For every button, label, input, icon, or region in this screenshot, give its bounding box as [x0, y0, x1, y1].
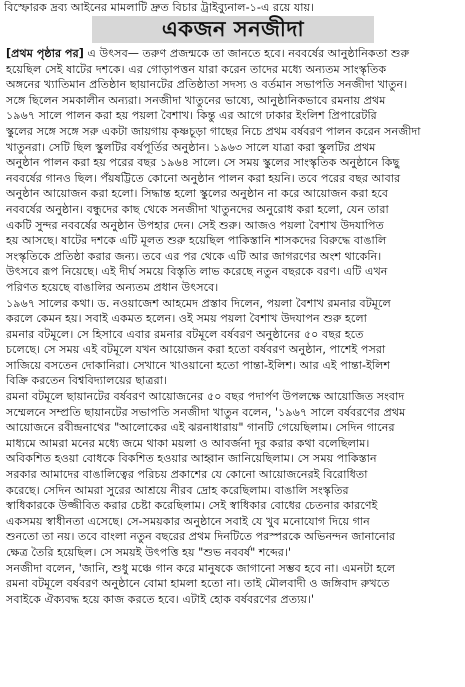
article-line: চলেছে। সে সময় এই বটমূলে যখন আয়োজন করা হতো বর্ষবরণ অনুষ্ঠান, পাশেই পসরা [6, 343, 386, 357]
article-line: নববর্ষের গানও ছিল। পঁয়ষট্টিতে কোনো অনুষ্ঠান পালন করা হয়নি। তবে পরের বছর আবার [6, 171, 401, 185]
article-line: সাজিয়ে বসতেন দোকানিরা। সেখানে খাওয়ানো হতো পান্তা-ইলিশ। আর এই পান্তা-ইলিশ [6, 358, 391, 372]
headline: একজন সনজীদা [161, 17, 305, 41]
article-line: বিক্রি করতেন বিশ্ববিদ্যালয়ের ছাত্ররা। [6, 374, 168, 388]
article-line: হয় আসছে। ষাটের দশকে এটি মূলত শুরু হয়েছিল পাকিস্তানি শাসকদের বিরুদ্ধে বাঙালি [6, 234, 387, 248]
article-line: ১৯৬৭ সালের কথা। ড. নওয়াজেশ আহমেদ প্রস্তাব দিলেন, পয়লা বৈশাখ রমনার বটমূলে [6, 296, 391, 310]
article-line: উৎসবে রূপ নিয়েছে। এই দীর্ঘ সময়ে বিস্তৃতি লাভ করেছে নতুন বছরকে বরণ। এটি এখন [6, 265, 388, 279]
article-line: অবিকশিত হওয়া বোধকে বিকশিত হওয়ার আহ্বান জানিয়েছিলাম। সে সময় পাকিস্তান [6, 452, 377, 466]
article-line: অঙ্গনের খ্যাতিমান প্রতিষ্ঠান ছায়ানটের প্রতিষ্ঠাতা সদস্য ও বর্তমান সভাপতি সনজীদা খাতুন। [6, 78, 408, 92]
article-line-text: এ উৎসব— তরুণ প্রজন্মকে তা জানতে হবে। নববর্ষের আনুষ্ঠানিকতা শুরু [87, 47, 410, 60]
article-line: করলে কেমন হয়। সবাই একমত হলেন। ওই সময় পয়লা বৈশাখ উদযাপন শুরু হলো [6, 312, 367, 326]
previous-article-tail: বিস্ফোরক দ্রব্য আইনের মামলাটি দ্রুত বিচার ট্রাইব্যুনাল-১-এ রয়ে যায়। [4, 1, 315, 14]
article-line: ক্ষেত্র তৈরি হয়েছিল। সে সময়ই উৎপত্তি হয় "শুভ নববর্ষ" শব্দের।' [6, 546, 292, 559]
article-body [6, 46, 460, 607]
article-line: করেছে। সেদিন আমরা সুরের আশ্রয়ে নীরব দ্রোহ করেছিলাম। বাঙালি সংস্কৃতির [6, 483, 349, 497]
headline-banner [92, 16, 374, 43]
article-line [6, 46, 460, 62]
article-line: সবাইকে ঐক্যবদ্ধ হয়ে কাজ করতে হবে। এটাই হোক বর্ষবরণের প্রত্যয়।' [6, 592, 315, 606]
article-line: নববর্ষের অনুষ্ঠান। বন্ধুদের কাছ থেকে সনজীদা খাতুনদের অনুরোধ করা হলো, যেন তারা [6, 202, 389, 216]
article-line: একটি সুন্দর নববর্ষের অনুষ্ঠান উপহার দেন। সেই শুরু। আজও পয়লা বৈশাখ উদযাপিত [6, 218, 384, 232]
article-line: অনুষ্ঠান আয়োজন করা হলো। সিদ্ধান্ত হলো স্কুলের অনুষ্ঠান না করে আয়োজন করা হবে [6, 187, 389, 201]
article-line: অনুষ্ঠান পালন করা হয় পরের বছর ১৯৬৪ সালে। সে সময় স্কুলের সাংস্কৃতিক অনুষ্ঠানে কিছু [6, 156, 400, 170]
article-line: হয়েছিল সেই ষাটের দশকে। এর গোড়াপত্তন যারা করেন তাদের মধ্যে অন্যতম সাংস্কৃতিক [6, 62, 387, 76]
article-line: সঙ্গে ছিলেন সমকালীন অন্যরা। সনজীদা খাতুনের ভাষ্যে, আনুষ্ঠানিকভাবে রমনায় প্রথম [6, 93, 386, 107]
article-line: ১৯৬৭ সালে পালন করা হয় পয়লা বৈশাখ। কিন্তু এর আগে ঢাকার ইংলিশ প্রিপারেটরি [6, 109, 377, 123]
article-line: আয়োজনে রবীন্দ্রনাথের "আলোকের এই ঝরনাধারায়" গানটি গেয়েছিলাম। সেদিন গানের [6, 421, 395, 435]
article-line: সনজীদা বলেন, 'জানি, শুধু মঞ্চে গান করে মানুষকে জাগানো সম্ভব হবে না। এমনটা হলে [6, 561, 396, 575]
article-line: সরকার আমাদের বাঙালিত্বের পরিচয় প্রকাশের যে কোনো আয়োজনেরই বিরোধিতা [6, 468, 368, 482]
article-line: সংস্কৃতিকে প্রতিষ্ঠা করার জন্য। তবে এর পর থেকে এটি আর জাগরণের অংশ থাকেনি। [6, 249, 382, 263]
article-line: রমনা বটমূলে ছায়ানটের বর্ষবরণ আয়োজনের ৫০ বছর পদার্পণ উপলক্ষে আয়োজিত সংবাদ [6, 390, 405, 404]
article-line: রমনা বটমূলে বর্ষবরণ অনুষ্ঠানে বোমা হামলা হতো না। তাই মৌলবাদী ও জঙ্গিবাদ রুখতে [6, 577, 390, 591]
article-line: শুনতো তা নয়। তবে বাংলা নতুন বছরের প্রথম দিনটিতে পরস্পরকে অভিনন্দন জানানোর [6, 530, 396, 544]
article-line: মাধ্যমে আমরা মনের মধ্যে জমে থাকা ময়লা ও আবর্জনা দূর করার কথা বলেছিলাম। [6, 436, 370, 450]
continuation-label: [প্রথম পৃষ্ঠার পর] [6, 47, 84, 60]
article-line: খাতুনরা। সেটি ছিল স্কুলটির বর্ষপূর্তির অনুষ্ঠান। ১৯৬৩ সালে যাত্রা করা স্কুলটির প্রথম [6, 140, 376, 154]
article-line: পরিণত হয়েছে বাঙালির অন্যতম প্রধান উৎসবে। [6, 280, 219, 294]
article-line: স্বাধিকারকে উজ্জীবিত করার চেষ্টা করেছিলাম। সেই স্বাধিকার বোধের চেতনার কারণেই [6, 499, 378, 513]
article-line: সম্মেলনে সম্প্রতি ছায়ানটের সভাপতি সনজীদা খাতুন বলেন, '১৯৬৭ সালে বর্ষবরণের প্রথম [6, 405, 406, 419]
article-line: একসময় স্বাধীনতা এসেছে। সে-সময়কার অনুষ্ঠানে সবাই যে খুব মনোযোগ দিয়ে গান [6, 514, 370, 528]
article-line: স্কুলের সঙ্গে সঙ্গে সরু একটা জায়গায় কৃষ্ণচূড়া গাছের নিচে প্রথম বর্ষবরণ পালন করেন সনজীদা [6, 124, 421, 138]
article-line: রমনার বটমূলে। সে হিসাবে এবার রমনার বটমূলে বর্ষবরণ অনুষ্ঠানের ৫০ বছর হতে [6, 327, 364, 341]
